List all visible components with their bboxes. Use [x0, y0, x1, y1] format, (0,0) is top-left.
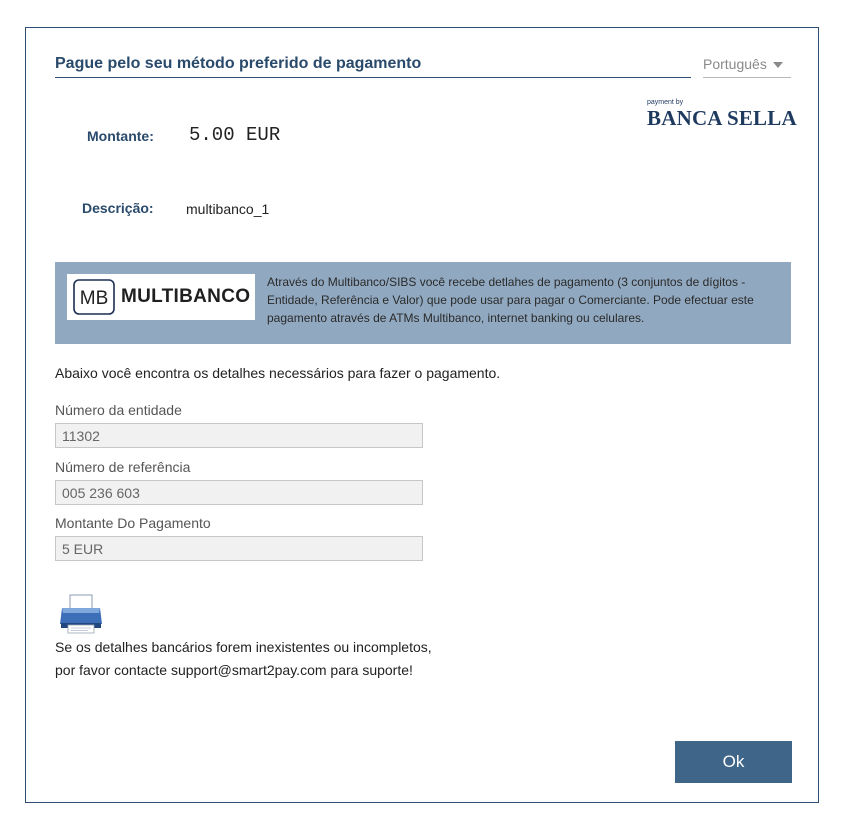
- printer-icon[interactable]: [58, 594, 104, 634]
- description-label: Descrição:: [82, 200, 154, 216]
- reference-field[interactable]: [55, 480, 423, 505]
- multibanco-logo: [67, 274, 255, 320]
- details-intro: Abaixo você encontra os detalhes necessários para fazer o pagamento.: [55, 365, 501, 381]
- amount-value: 5.00 EUR: [189, 124, 281, 146]
- multibanco-description: Através do Multibanco/SIBS você recebe detlahes de pagamento (3 conjuntos de dígitos - Entidade, Referência e Valor) que pode usar para pagar o Comerciante. Pode efectuar este pagamento através de ATMs Multibanco, internet banking ou celulares.: [267, 275, 754, 325]
- amount-label: Montante:: [87, 128, 154, 144]
- payment-dialog: [25, 27, 819, 803]
- chevron-down-icon: [773, 62, 783, 68]
- language-underline: [703, 77, 791, 78]
- multibanco-wordmark: MULTIBANCO: [121, 286, 251, 307]
- title-divider: [55, 77, 691, 78]
- brand-logo: BANCA SELLA: [647, 106, 797, 130]
- entity-label: Número da entidade: [55, 402, 182, 418]
- description-value: multibanco_1: [186, 201, 270, 217]
- payment-amount-label: Montante Do Pagamento: [55, 515, 211, 531]
- brand-tagline: payment by: [647, 99, 684, 106]
- mb-mark-text: MB: [79, 288, 109, 309]
- reference-label: Número de referência: [55, 459, 191, 475]
- entity-field[interactable]: [55, 423, 423, 448]
- page-title: Pague pelo seu método preferido de pagamento: [55, 55, 422, 72]
- ok-button[interactable]: Ok: [675, 741, 792, 783]
- language-selector[interactable]: [703, 56, 791, 72]
- multibanco-info-panel: [55, 262, 791, 344]
- payment-amount-field[interactable]: [55, 536, 423, 561]
- support-message: Se os detalhes bancários forem inexistentes ou incompletos, por favor contacte support@smart2pay.com para suporte!: [55, 639, 432, 678]
- multibanco-mark-icon: [73, 279, 115, 315]
- language-label: Português: [703, 56, 767, 72]
